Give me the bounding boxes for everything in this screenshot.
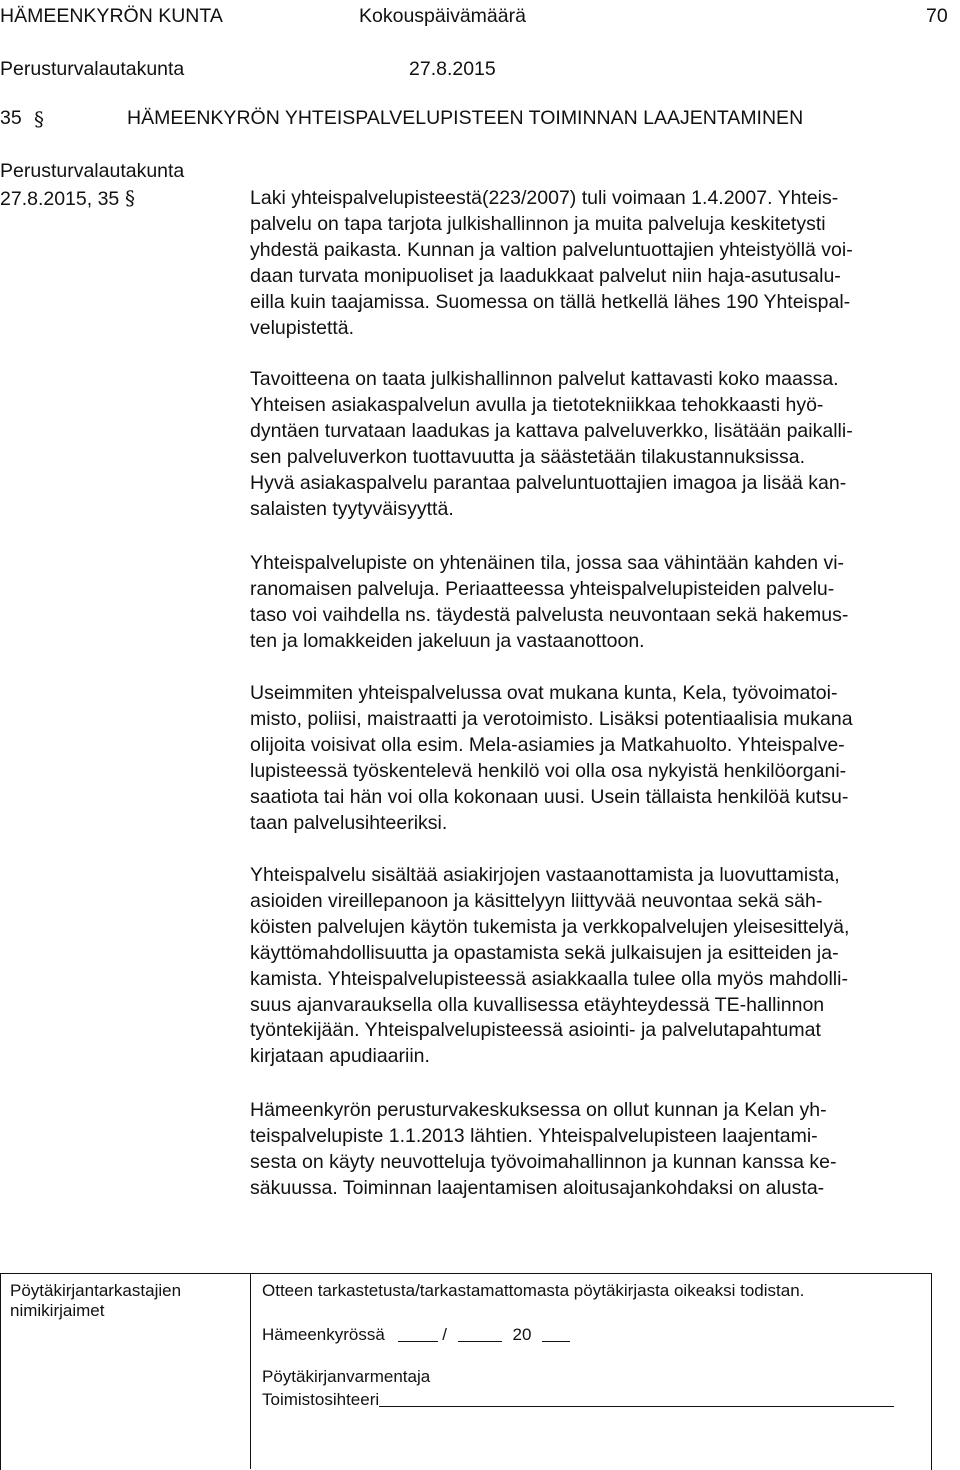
svg-text:§: § — [34, 107, 44, 131]
year-blank — [542, 1325, 570, 1342]
day-blank — [398, 1325, 438, 1342]
text-line: Hyvä asiakaspalvelu parantaa palveluntuottajien imagoa ja lisää kan- — [250, 471, 847, 494]
paragraph-2 — [250, 367, 950, 522]
text-line: teispalvelupiste 1.1.2013 lähtien. Yhteispalvelupisteen laajentami- — [250, 1124, 818, 1147]
org-name: HÄMEENKYRÖN KUNTA — [0, 5, 223, 27]
month-blank — [458, 1325, 502, 1342]
text-line: lupisteessä työskentelevä henkilö voi olla osa nykyistä henkilöorgani- — [250, 759, 847, 782]
text-line: Yhteispalvelupiste on yhtenäinen tila, jossa saa vähintään kahden vi- — [250, 552, 845, 574]
footer-box — [0, 1273, 932, 1470]
footer-secretary — [262, 1390, 894, 1410]
ref-body: Perusturvalautakunta — [0, 160, 185, 182]
text-line: Laki yhteispalvelupisteestä(223/2007) tuli voimaan 1.4.2007. Yhteis- — [250, 187, 839, 209]
text-line: salaisten tyytyväisyyttä. — [250, 497, 454, 520]
header-date: 27.8.2015 — [409, 58, 496, 80]
text-line: saatiota tai hän voi olla kokonaan uusi. Usein tällaista henkilöä kutsu- — [250, 785, 849, 808]
text-line: ranomaisen palveluja. Periaatteessa yhteispalvelupisteiden palvelu- — [250, 577, 835, 600]
text-line: Yhteisen asiakaspalvelun avulla ja tietotekniikkaa tehokkaasti hyö- — [250, 393, 824, 416]
ref-date-text: 27.8.2015, 35 — [0, 188, 120, 210]
footer-verifier: Pöytäkirjanvarmentaja — [262, 1367, 431, 1386]
text-line: kamista. Yhteispalvelupisteessä asiakkaalla tulee olla myös mahdolli- — [250, 967, 848, 990]
text-line: eilla kuin taajamissa. Suomessa on tällä hetkellä lähes 190 Yhteispal- — [250, 290, 851, 313]
ref-date — [0, 186, 139, 211]
paragraph-1 — [250, 186, 950, 341]
text-line: sesta on käyty neuvotteluja työvoimahallinnon ja kunnan kanssa ke- — [250, 1150, 837, 1173]
text-line: yhdestä paikasta. Kunnan ja valtion palveluntuottajien yhteistyöllä voi- — [250, 238, 853, 261]
text-line: taso voi vaihdella ns. täydestä palvelusta neuvontaan sekä hakemus- — [250, 603, 849, 626]
text-line: taan palvelusihteeriksi. — [250, 811, 448, 834]
text-line: työntekijään. Yhteispalvelupisteessä asiointi- ja palvelutapahtumat — [250, 1019, 821, 1042]
paragraph-3 — [250, 551, 950, 655]
text-line: dyntäen turvataan laadukas ja kattava palveluverkko, lisätään paikalli- — [250, 419, 853, 442]
text-line: Tavoitteena on taata julkishallinnon palvelut kattavasti koko maassa. — [250, 368, 839, 390]
text-line: suus ajanvarauksella olla kuvallisessa etäyhteydessä TE-hallinnon — [250, 993, 825, 1016]
date-label: Kokouspäivämäärä — [359, 5, 526, 27]
text-line: velupistettä. — [250, 316, 355, 339]
footer-left-line1: Pöytäkirjantarkastajien — [10, 1281, 182, 1300]
section-title: HÄMEENKYRÖN YHTEISPALVELUPISTEEN TOIMINNAN LAAJENTAMINEN — [127, 107, 804, 129]
signature-blank — [379, 1390, 894, 1407]
footer-place-date — [262, 1325, 570, 1345]
text-line: asioiden vireillepanoon ja käsittelyyn liittyvää neuvontaa sekä säh- — [250, 889, 823, 912]
section-number: 35 — [0, 107, 22, 129]
text-line: sen palveluverkon tuottavuutta ja säästetään tilakustannuksissa. — [250, 445, 806, 468]
text-line: olijoita voisivat olla esim. Mela-asiamies ja Matkahuolto. Yhteispalve- — [250, 733, 845, 756]
section-sign-icon — [34, 107, 48, 131]
footer-certification: Otteen tarkastetusta/tarkastamattomasta pöytäkirjasta oikeaksi todistan. — [262, 1281, 805, 1300]
page-number: 70 — [926, 5, 948, 27]
svg-text:§: § — [124, 186, 135, 210]
text-line: Yhteispalvelu sisältää asiakirjojen vastaanottamista ja luovuttamista, — [250, 864, 840, 886]
text-line: Hämeenkyrön perusturvakeskuksessa on ollut kunnan ja Kelan yh- — [250, 1099, 827, 1121]
section-sign-icon — [125, 186, 139, 210]
date-separator: / — [442, 1325, 448, 1344]
year-prefix: 20 — [512, 1325, 532, 1344]
header-body: Perusturvalautakunta — [0, 58, 185, 80]
text-line: käyttömahdollisuutta ja opastamista sekä julkaisujen ja esitteiden ja- — [250, 941, 839, 964]
place-label: Hämeenkyrössä — [262, 1325, 385, 1344]
secretary-label: Toimistosihteeri — [262, 1390, 380, 1409]
text-line: säkuussa. Toiminnan laajentamisen aloitusajankohdaksi on alusta- — [250, 1176, 825, 1199]
paragraph-6 — [250, 1098, 950, 1202]
text-line: kirjataan apudiaariin. — [250, 1045, 430, 1068]
text-line: ten ja lomakkeiden jakeluun ja vastaanottoon. — [250, 629, 645, 652]
text-line: daan turvata monipuoliset ja laadukkaat palvelut niin haja-asutusalu- — [250, 264, 841, 287]
text-line: palvelu on tapa tarjota julkishallinnon ja muita palveluja keskitetysti — [250, 212, 826, 235]
paragraph-4 — [250, 681, 950, 836]
paragraph-5 — [250, 863, 950, 1070]
footer-divider — [250, 1273, 251, 1469]
text-line: misto, poliisi, maistraatti ja verotoimisto. Lisäksi potentiaalisia mukana — [250, 707, 853, 730]
text-line: köisten palvelujen käytön tukemista ja verkkopalvelujen yleisesittelyä, — [250, 915, 850, 938]
footer-left-line2: nimikirjaimet — [10, 1301, 105, 1320]
text-line: Useimmiten yhteispalvelussa ovat mukana kunta, Kela, työvoimatoi- — [250, 682, 838, 704]
